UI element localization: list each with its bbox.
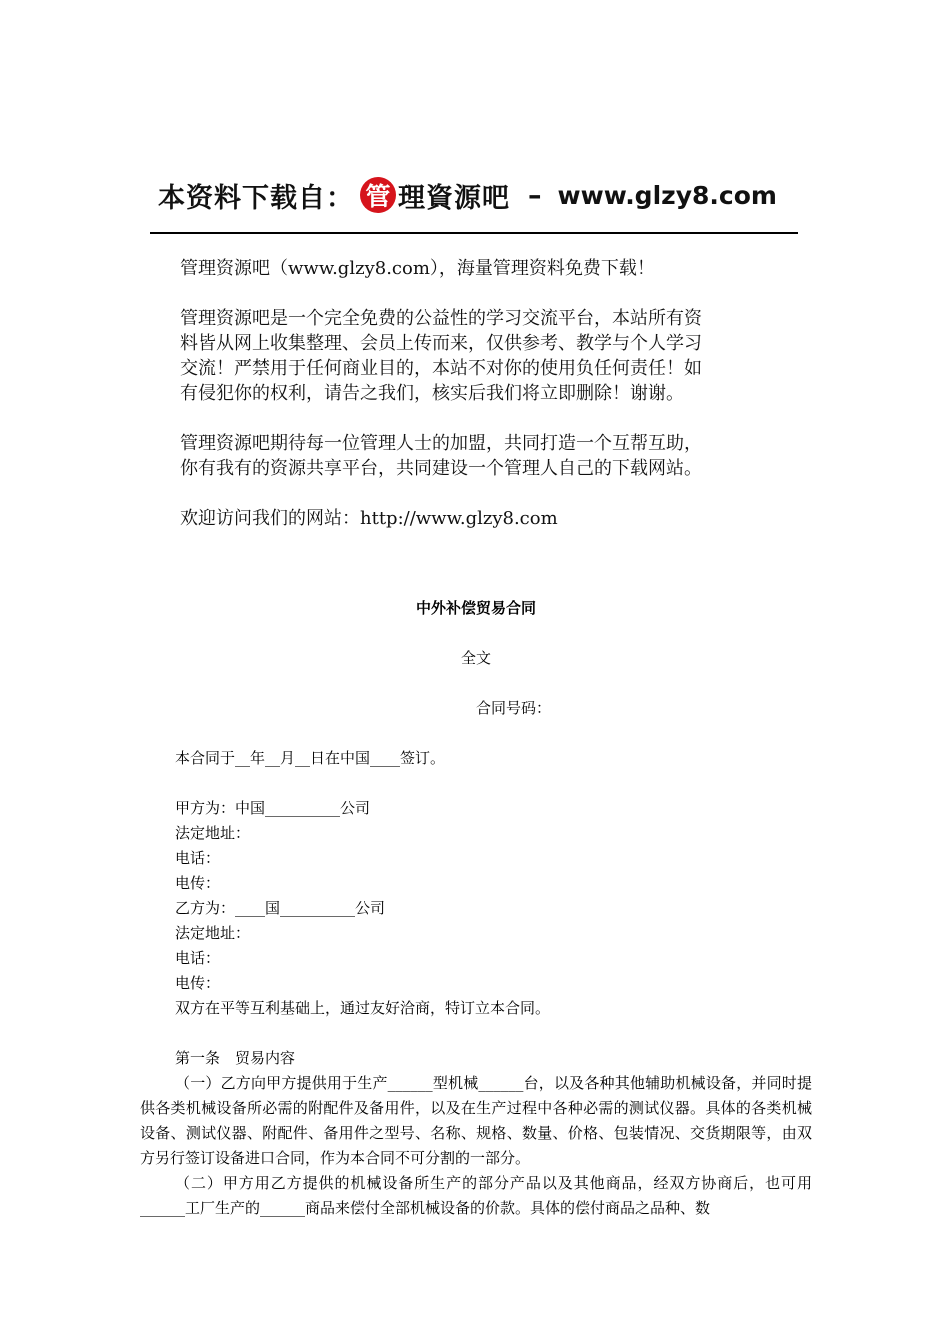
notice-para2-line: 有侵犯你的权利，请告之我们，核实后我们将立即删除！谢谢。	[180, 383, 684, 404]
contract-number: 合同号码：	[476, 699, 552, 717]
contract-title: 中外补偿贸易合同	[415, 599, 536, 617]
notice-para2-line: 料皆从网上收集整理、会员上传而来，仅供参考、教学与个人学习	[180, 333, 702, 354]
banner-divider	[150, 232, 798, 234]
banner-dash: –	[528, 179, 542, 211]
notice-para3-line: 你有我有的资源共享平台，共同建设一个管理人自己的下载网站。	[180, 458, 702, 479]
site-notice	[180, 256, 780, 531]
article-1-item-1: （一）乙方向甲方提供用于生产______型机械______台，以及各种其他辅助机械设备，并同时提供各类机械设备所必需的附配件及备用件，以及在生产过程中各种必需的测试仪器。具体的各类机械设备、测试仪器、附配件、备用件之型号、名称、规格、数量、价格、包装情况、交货期限等，由双方另行签订设备进口合同，作为本合同不可分割的一部分。	[140, 1074, 812, 1167]
notice-line-1: 管理资源吧（www.glzy8.com），海量管理资料免费下载！	[180, 258, 655, 279]
article-1-heading: 第一条 贸易内容	[175, 1049, 296, 1067]
download-source-banner	[158, 170, 777, 220]
contract-subtitle: 全文	[460, 649, 491, 667]
party-b-fax: 电传：	[175, 974, 221, 992]
banner-url: www.glzy8.com	[557, 180, 777, 210]
party-b-phone: 电话：	[175, 949, 221, 967]
party-a: 甲方为：中国__________公司	[175, 799, 371, 817]
notice-para2-line: 交流！严禁用于任何商业目的，本站不对你的使用负任何责任！如	[180, 358, 702, 379]
site-logo-icon: 管	[360, 177, 396, 213]
article-1-item-2: （二）甲方用乙方提供的机械设备所生产的部分产品以及其他商品，经双方协商后，也可用______工厂生产的______商品来偿付全部机械设备的价款。具体的偿付商品之品种、数	[140, 1174, 812, 1217]
party-b: 乙方为：____国__________公司	[175, 899, 386, 917]
banner-site-name: 理資源吧	[398, 182, 510, 214]
notice-para3-line: 管理资源吧期待每一位管理人士的加盟，共同打造一个互帮互助，	[180, 433, 702, 454]
notice-para2-line: 管理资源吧是一个完全免费的公益性的学习交流平台，本站所有资	[180, 308, 702, 329]
party-a-address: 法定地址：	[175, 824, 251, 842]
party-a-phone: 电话：	[175, 849, 221, 867]
banner-prefix: 本资料下载自：	[158, 182, 354, 214]
notice-welcome: 欢迎访问我们的网站：http://www.glzy8.com	[180, 508, 558, 529]
contract-body	[140, 596, 812, 1221]
agreement-statement: 双方在平等互利基础上，通过友好洽商，特订立本合同。	[175, 999, 551, 1017]
party-b-address: 法定地址：	[175, 924, 251, 942]
signing-statement: 本合同于__年__月__日在中国____签订。	[175, 749, 446, 767]
party-a-fax: 电传：	[175, 874, 221, 892]
